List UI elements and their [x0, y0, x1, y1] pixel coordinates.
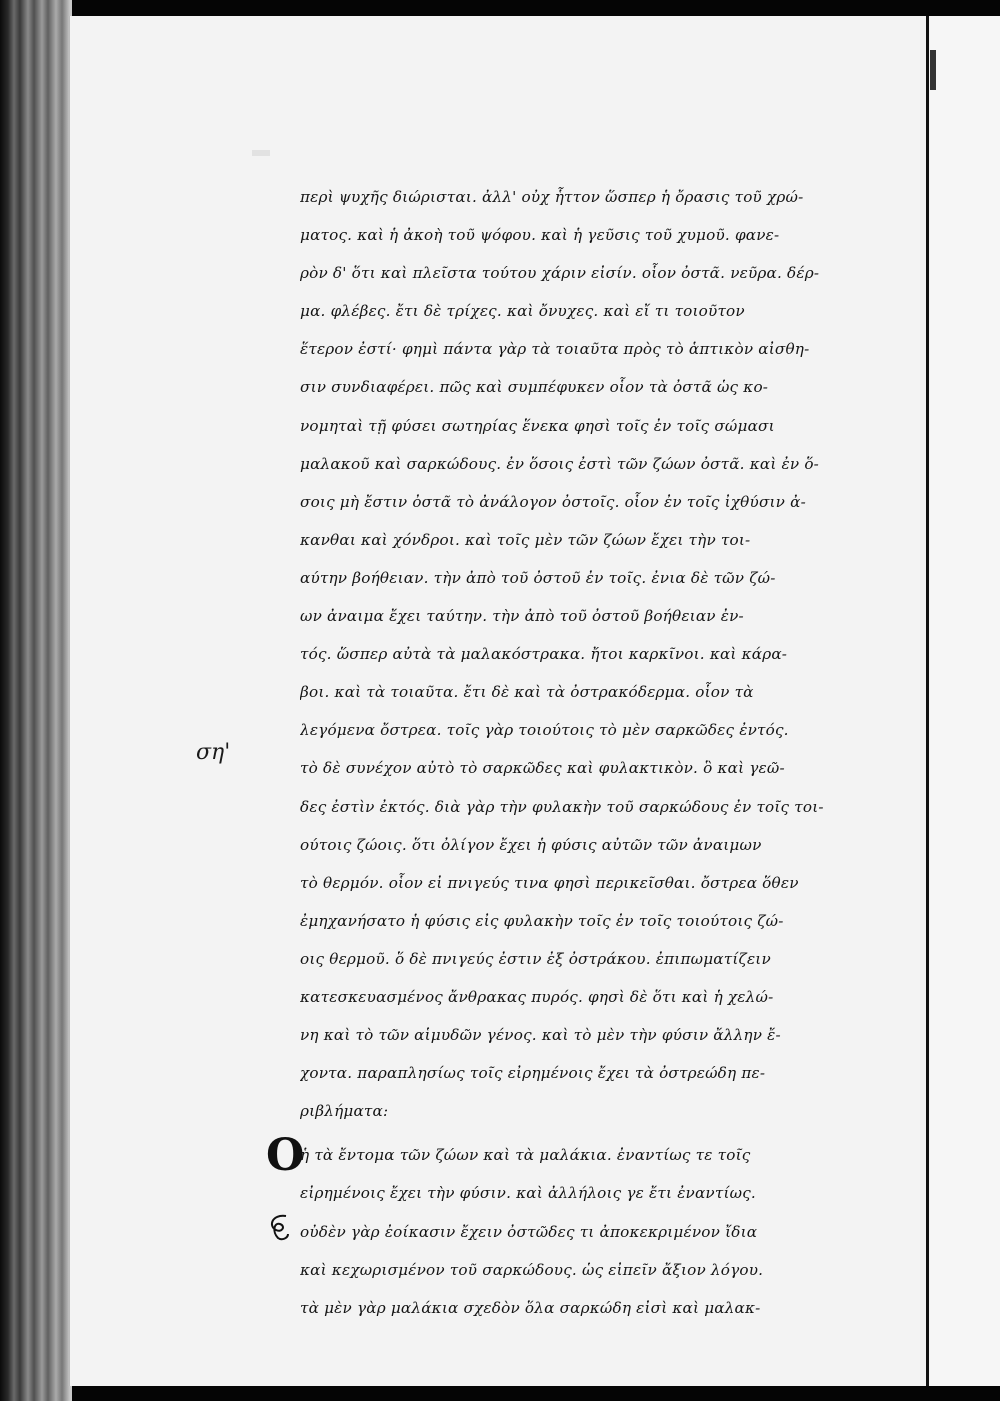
text-line: κατεσκευασμένος ἄνθρακας πυρός. φησὶ δὲ ὅτι καὶ ἡ χελώ-	[300, 987, 774, 1006]
text-line: ἡ τὰ ἔντομα τῶν ζώων καὶ τὰ μαλάκια. ἐναντίως τε τοῖς	[300, 1146, 751, 1165]
text-line: ων ἀναιμα ἔχει ταύτην. τὴν ἀπὸ τοῦ ὀστοῦ βοήθειαν ἐν-	[300, 607, 744, 626]
text-line: δες ἐστὶν ἐκτός. διὰ γὰρ τὴν φυλακὴν τοῦ σαρκώδους ἐν τοῖς τοι-	[300, 797, 824, 816]
binding-mark	[930, 50, 936, 90]
text-line: οις θερμοῦ. ὅ δὲ πνιγεύς ἐστιν ἐξ ὀστράκου. ἐπιπωματίζειν	[300, 949, 771, 968]
paragraph-2	[266, 1130, 880, 1326]
faint-stain	[252, 150, 270, 156]
text-line: βοι. καὶ τὰ τοιαῦτα. ἔτι δὲ καὶ τὰ ὀστρακόδερμα. οἷον τὰ	[300, 683, 754, 702]
text-line: εἰρημένοις ἔχει τὴν φύσιν. καὶ ἀλλήλοις γε ἔτι ἐναντίως.	[300, 1184, 756, 1203]
facing-page-edge	[926, 16, 1000, 1386]
text-line: χοντα. παραπλησίως τοῖς εἰρημένοις ἔχει τὰ ὀστρεώδη πε-	[300, 1064, 766, 1083]
text-line: ἕτερον ἐστί· φημὶ πάντα γὰρ τὰ τοιαῦτα πρὸς τὸ ἁπτικὸν αἰσθη-	[300, 340, 810, 359]
book-spine-edge	[0, 0, 72, 1401]
text-line: σοις μὴ ἔστιν ὀστᾶ τὸ ἀνάλογον ὀστοῖς. οἷον ἐν τοῖς ἰχθύσιν ἀ-	[300, 492, 806, 511]
text-line: τὸ δὲ συνέχον αὐτὸ τὸ σαρκῶδες καὶ φυλακτικὸν. ὃ καὶ γεῶ-	[300, 759, 785, 778]
decorated-initial: Ο	[266, 1130, 305, 1182]
text-line: περὶ ψυχῆς διώρισται. ἀλλ' οὐχ ἧττον ὥσπερ ἡ ὄρασις τοῦ χρώ-	[300, 188, 804, 206]
text-line: καὶ κεχωρισμένον τοῦ σαρκώδους. ὡς εἰπεῖν ἄξιον λόγου.	[300, 1260, 764, 1279]
text-line: λεγόμενα ὄστρεα. τοῖς γὰρ τοιούτοις τὸ μὲν σαρκῶδες ἐντός.	[300, 721, 789, 740]
text-line: νομηταὶ τῇ φύσει σωτηρίας ἕνεκα φησὶ τοῖς ἐν τοῖς σώμασι	[300, 416, 775, 435]
text-line: κανθαι καὶ χόνδροι. καὶ τοῖς μὲν τῶν ζώων ἔχει τὴν τοι-	[300, 530, 751, 549]
text-line: μα. φλέβες. ἔτι δὲ τρίχες. καὶ ὄνυχες. καὶ εἴ τι τοιοῦτον	[300, 302, 745, 321]
text-line: ἐμηχανήσατο ἡ φύσις εἰς φυλακὴν τοῖς ἐν τοῖς τοιούτοις ζώ-	[300, 911, 784, 930]
paragraph-1	[300, 178, 880, 1130]
manuscript-text	[266, 178, 880, 1327]
text-line: τὸ θερμόν. οἷον εἰ πνιγεύς τινα φησὶ περικεῖσθαι. ὄστρεα ὅθεν	[300, 873, 799, 892]
text-line: τός. ὥσπερ αὐτὰ τὰ μαλακόστρακα. ἤτοι καρκῖνοι. καὶ κάρα-	[300, 645, 788, 664]
text-line: ρὸν δ' ὅτι καὶ πλεῖστα τούτου χάριν εἰσίν. οἷον ὀστᾶ. νεῦρα. δέρ-	[300, 264, 820, 283]
text-line: σιν συνδιαφέρει. πῶς καὶ συμπέφυκεν οἷον τὰ ὀστᾶ ὡς κο-	[300, 378, 769, 397]
margin-note: ση'	[196, 740, 231, 765]
text-line: ούτοις ζώοις. ὅτι ὀλίγον ἔχει ἡ φύσις αὐτῶν τῶν ἀναιμων	[300, 835, 762, 854]
flourish-ornament	[266, 1212, 292, 1242]
text-line: νη καὶ τὸ τῶν αἱμυδῶν γένος. καὶ τὸ μὲν τὴν φύσιν ἄλλην ἔ-	[300, 1026, 781, 1045]
text-line: οὐδὲν γὰρ ἐοίκασιν ἔχειν ὀστῶδες τι ἀποκεκριμένον ἴδια	[300, 1222, 758, 1241]
text-line: ματος. καὶ ἡ ἀκοὴ τοῦ ψόφου. καὶ ἡ γεῦσις τοῦ χυμοῦ. φανε-	[300, 226, 780, 245]
text-line: ριβλήματα:	[300, 1102, 389, 1121]
text-line: αύτην βοήθειαν. τὴν ἀπὸ τοῦ ὀστοῦ ἐν τοῖς. ἐνια δὲ τῶν ζώ-	[300, 568, 776, 587]
text-line: τὰ μὲν γὰρ μαλάκια σχεδὸν ὅλα σαρκώδη εἰσὶ καὶ μαλακ-	[300, 1298, 761, 1317]
text-line: μαλακοῦ καὶ σαρκώδους. ἐν ὅσοις ἐστὶ τῶν ζώων ὀστᾶ. καὶ ἐν ὅ-	[300, 454, 820, 473]
